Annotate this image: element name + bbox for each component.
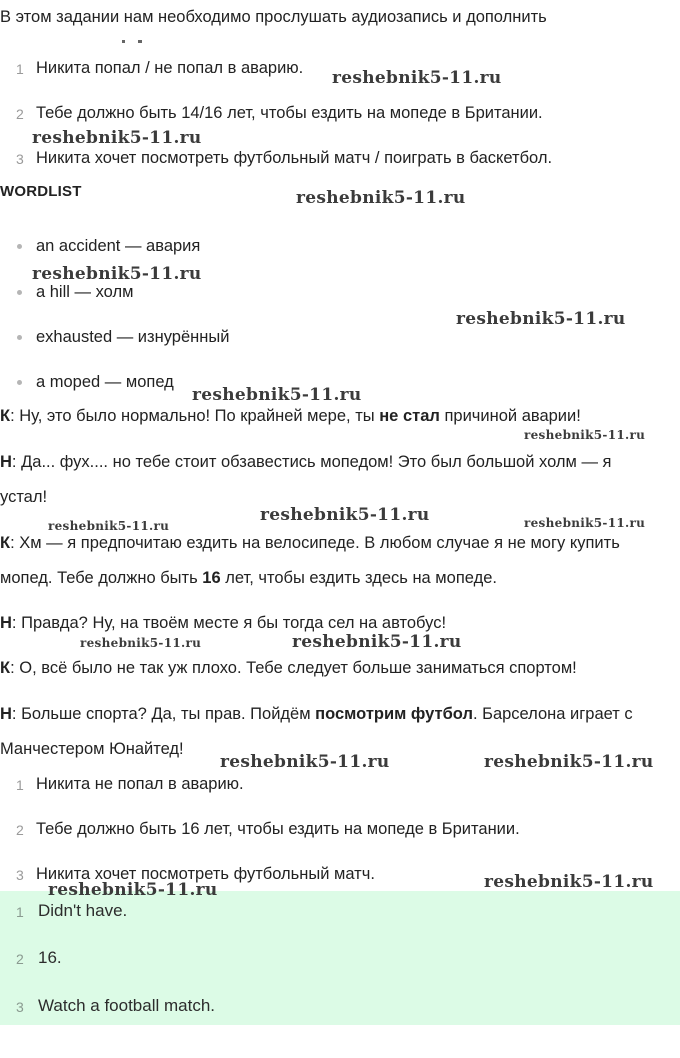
watermark: reshebnik5-11.ru <box>484 872 654 892</box>
watermark: reshebnik5-11.ru <box>32 128 202 148</box>
watermark: reshebnik5-11.ru <box>192 385 362 405</box>
wordlist-item: an accident — авария <box>36 237 201 255</box>
watermark: reshebnik5-11.ru <box>332 68 502 88</box>
dialogue-line-n1-cont: устал! <box>0 488 48 506</box>
dialogue-line-k2 <box>0 534 620 553</box>
bullet-icon <box>17 290 22 295</box>
speaker-label: Н <box>0 705 12 723</box>
dialogue-line-k1 <box>0 407 581 426</box>
answer-number: 1 <box>16 904 24 920</box>
result-number: 2 <box>16 822 24 838</box>
speaker-label: К <box>0 534 11 552</box>
answer-item: 16. <box>38 948 62 967</box>
speaker-label: Н <box>0 614 12 632</box>
watermark: reshebnik5-11.ru <box>260 505 430 525</box>
speaker-label: Н <box>0 453 12 471</box>
speaker-label: К <box>0 407 11 425</box>
answer-highlight: посмотрим футбол <box>315 705 473 723</box>
watermark: reshebnik5-11.ru <box>296 188 466 208</box>
wordlist-item: a moped — мопед <box>36 373 174 391</box>
wordlist-item: a hill — холм <box>36 283 134 301</box>
dialogue-text: : Больше спорта? Да, ты прав. Пойдём <box>11 705 316 723</box>
dialogue-text: : Ну, это было нормально! По крайней мере, ты <box>10 407 380 425</box>
watermark: reshebnik5-11.ru <box>292 632 462 652</box>
answer-number: 2 <box>16 951 24 967</box>
question-number: 3 <box>16 151 24 167</box>
dialogue-text: : Да... фух.... но тебе стоит обзавестись мопедом! Это был большой холм — я <box>11 453 612 471</box>
dialogue-line-k2-cont <box>0 569 497 588</box>
watermark: reshebnik5-11.ru <box>456 309 626 329</box>
watermark: reshebnik5-11.ru <box>48 519 170 533</box>
watermark: reshebnik5-11.ru <box>524 428 646 442</box>
question-item: Никита попал / не попал в аварию. <box>36 59 304 77</box>
watermark: reshebnik5-11.ru <box>484 752 654 772</box>
watermark: reshebnik5-11.ru <box>220 752 390 772</box>
bullet-icon <box>17 335 22 340</box>
result-item: Никита хочет посмотреть футбольный матч. <box>36 865 375 883</box>
watermark: reshebnik5-11.ru <box>80 636 202 650</box>
answer-item: Watch a football match. <box>38 996 216 1015</box>
watermark: reshebnik5-11.ru <box>32 264 202 284</box>
answer-highlight: 16 <box>202 569 221 587</box>
dialogue-line-n3-cont: Манчестером Юнайтед! <box>0 740 184 758</box>
watermark: reshebnik5-11.ru <box>48 880 218 900</box>
dialogue-text: лет, чтобы ездить здесь на мопеде. <box>220 569 497 587</box>
result-number: 3 <box>16 867 24 883</box>
dialogue-text: : Хм — я предпочитаю ездить на велосипеде. В любом случае я не могу купить <box>10 534 620 552</box>
question-number: 2 <box>16 106 24 122</box>
bullet-icon <box>17 244 22 249</box>
dialogue-text: . Барселона играет с <box>472 705 633 723</box>
wordlist-item: exhausted — изнурённый <box>36 328 230 346</box>
dialogue-line-n2 <box>0 614 446 633</box>
dialogue-text: причиной аварии! <box>439 407 581 425</box>
dialogue-text: : О, всё было не так уж плохо. Тебе следует больше заниматься спортом! <box>10 659 577 677</box>
dialogue-text: мопед. Тебе должно быть <box>0 569 203 587</box>
answer-highlight: не стал <box>379 407 440 425</box>
speaker-label: К <box>0 659 11 677</box>
dialogue-text: : Правда? Ну, на твоём месте я бы тогда сел на автобус! <box>11 614 447 632</box>
cut-text-fragment <box>122 40 144 43</box>
dialogue-line-n3 <box>0 705 633 724</box>
intro-text: В этом задании нам необходимо прослушать аудиозапись и дополнить <box>0 8 547 26</box>
watermark: reshebnik5-11.ru <box>524 516 646 530</box>
wordlist-heading: WORDLIST <box>0 183 82 200</box>
result-item: Тебе должно быть 16 лет, чтобы ездить на мопеде в Британии. <box>36 820 520 838</box>
answer-number: 3 <box>16 999 24 1015</box>
question-number: 1 <box>16 61 24 77</box>
dialogue-line-k3 <box>0 659 577 678</box>
dialogue-line-n1 <box>0 453 611 472</box>
bullet-icon <box>17 380 22 385</box>
question-item: Тебе должно быть 14/16 лет, чтобы ездить на мопеде в Британии. <box>36 104 543 122</box>
result-number: 1 <box>16 777 24 793</box>
question-item: Никита хочет посмотреть футбольный матч / поиграть в баскетбол. <box>36 149 553 167</box>
answer-item: Didn't have. <box>38 901 128 920</box>
result-item: Никита не попал в аварию. <box>36 775 244 793</box>
